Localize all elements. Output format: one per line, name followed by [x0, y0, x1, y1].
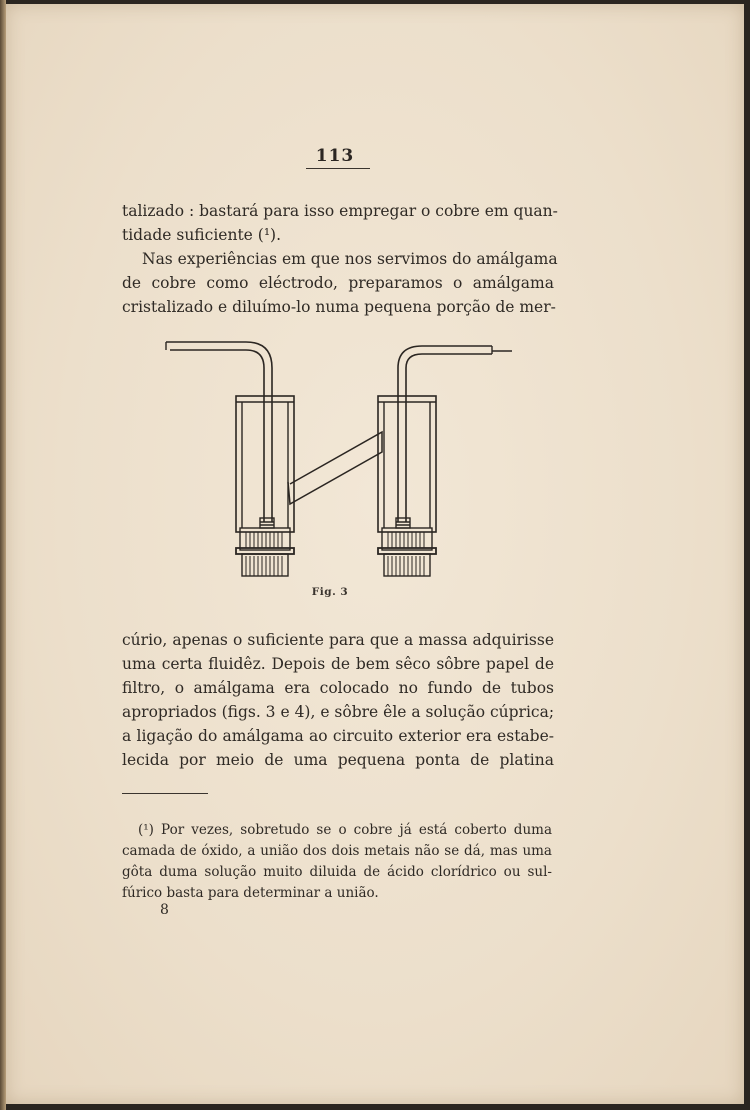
figure-3-illustration — [160, 332, 520, 582]
page-number-rule — [306, 168, 370, 169]
text-line: a ligação do amálgama ao circuito exterior era estabe- — [122, 727, 554, 745]
footnote-rule — [122, 793, 208, 794]
footnote-line: camada de óxido, a união dos dois metais não se dá, mas uma — [122, 843, 552, 859]
footnote-line: gôta duma solução muito diluida de ácido clorídrico ou sul- — [122, 864, 552, 880]
text-line: cúrio, apenas o suficiente para que a massa adquirisse — [122, 631, 554, 649]
text-line: uma certa fluidêz. Depois de bem sêco sôbre papel de — [122, 655, 554, 673]
page-number: 113 — [315, 146, 355, 166]
text-line: apropriados (figs. 3 e 4), e sôbre êle a solução cúprica; — [122, 703, 555, 721]
figure-caption: Fig. 3 — [311, 586, 349, 598]
text-line: talizado : bastará para isso empregar o cobre em quan- — [122, 202, 558, 220]
text-line: tidade suficiente (¹). — [122, 226, 282, 244]
text-line: de cobre como eléctrodo, preparamos o amálgama — [122, 274, 554, 292]
text-line: filtro, o amálgama era colocado no fundo de tubos — [122, 679, 554, 697]
signature-mark: 8 — [160, 902, 169, 918]
text-line: lecida por meio de uma pequena ponta de platina — [122, 751, 554, 769]
footnote-line: fúrico basta para determinar a união. — [122, 885, 379, 901]
text-line: cristalizado e diluímo-lo numa pequena porção de mer- — [122, 298, 556, 316]
text-line: Nas experiências em que nos servimos do amálgama — [142, 250, 558, 268]
footnote-line: (¹) Por vezes, sobretudo se o cobre já está coberto duma — [138, 822, 552, 838]
